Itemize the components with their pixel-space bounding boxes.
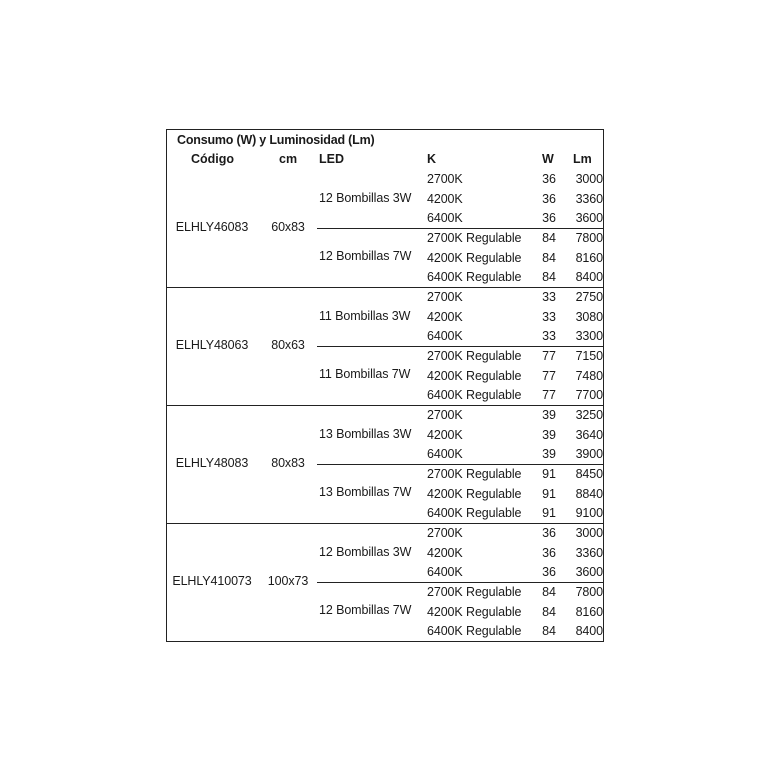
power-watts: 91 [542,467,556,481]
luminosity-lumens: 3900 [575,447,603,461]
table-row [167,268,603,288]
table-row [167,347,603,367]
color-temperature: 4200K [427,191,463,206]
luminosity-lumens: 3000 [575,172,603,186]
table-row [167,406,603,426]
led-config-3w: 11 Bombillas 3W [319,309,411,323]
product-size: 80x63 [271,338,305,352]
luminosity-lumens: 2750 [575,290,603,304]
table-row [167,504,603,524]
table-header-row [167,150,603,170]
power-watts: 77 [542,388,556,402]
luminosity-lumens: 3080 [575,309,603,324]
luminosity-lumens: 8160 [575,250,603,265]
product-group [167,523,603,641]
color-temperature: 4200K [427,545,463,560]
table-row [167,327,603,347]
table-row [167,229,603,249]
color-temperature: 4200K Regulable [427,604,522,619]
luminosity-lumens: 8840 [575,486,603,501]
luminosity-lumens: 3600 [575,565,603,579]
luminosity-lumens: 3000 [575,526,603,540]
table-row [167,386,603,406]
color-temperature: 2700K Regulable [427,349,522,363]
luminosity-lumens: 8400 [575,624,603,638]
led-config-7w: 12 Bombillas 7W [319,249,412,263]
luminosity-lumens: 3250 [575,408,603,422]
power-watts: 77 [542,349,556,363]
luminosity-lumens: 8400 [575,270,603,284]
power-watts: 84 [542,585,556,599]
header-cm: cm [279,152,298,166]
table-row [167,190,603,210]
luminosity-lumens: 3640 [575,427,603,442]
table-row [167,465,603,485]
table-row [167,209,603,229]
product-code: ELHLY410073 [172,574,252,588]
power-watts: 39 [542,447,556,461]
led-config-3w: 12 Bombillas 3W [319,191,412,205]
product-size: 100x73 [267,574,309,588]
power-watts: 33 [542,309,556,324]
color-temperature: 4200K [427,309,463,324]
table-row [167,170,603,190]
power-watts: 84 [542,270,556,284]
color-temperature: 2700K [427,526,463,540]
led-config-3w: 12 Bombillas 3W [319,545,412,559]
header-code: Código [191,152,235,166]
luminosity-lumens: 7480 [575,368,603,383]
power-watts: 33 [542,329,556,343]
color-temperature: 6400K [427,447,463,461]
product-group [167,170,603,287]
product-code: ELHLY48083 [175,456,249,470]
table-row [167,563,603,583]
table-row [167,445,603,465]
luminosity-lumens: 3600 [575,211,603,225]
color-temperature: 6400K Regulable [427,388,522,402]
luminosity-lumens: 8160 [575,604,603,619]
power-watts: 39 [542,408,556,422]
product-group [167,287,603,405]
power-watts: 36 [542,211,556,225]
product-code: ELHLY46083 [175,220,249,234]
power-watts: 84 [542,250,556,265]
color-temperature: 6400K [427,565,463,579]
power-watts: 36 [542,172,556,186]
luminosity-lumens: 7700 [575,388,603,402]
table-row [167,308,603,328]
power-watts: 33 [542,290,556,304]
luminosity-lumens: 7800 [575,231,603,245]
color-temperature: 4200K Regulable [427,486,522,501]
color-temperature: 4200K [427,427,463,442]
header-k: K [427,152,437,166]
power-watts: 84 [542,604,556,619]
product-size: 80x83 [271,456,305,470]
color-temperature: 2700K Regulable [427,585,522,599]
power-watts: 84 [542,231,556,245]
color-temperature: 6400K Regulable [427,624,522,638]
luminosity-lumens: 3360 [575,191,603,206]
color-temperature: 6400K [427,329,463,343]
color-temperature: 6400K [427,211,463,225]
color-temperature: 4200K Regulable [427,368,522,383]
power-watts: 84 [542,624,556,638]
color-temperature: 4200K Regulable [427,250,522,265]
header-led: LED [319,152,344,166]
luminosity-lumens: 7150 [575,349,603,363]
power-watts: 91 [542,486,556,501]
table-row [167,603,603,623]
led-config-7w: 11 Bombillas 7W [319,367,411,381]
table-caption: Consumo (W) y Luminosidad (Lm) [177,133,375,147]
table-row [167,485,603,505]
table-row [167,288,603,308]
table-row [167,544,603,564]
table-row [167,426,603,446]
color-temperature: 2700K Regulable [427,231,522,245]
color-temperature: 2700K [427,290,463,304]
power-watts: 36 [542,526,556,540]
power-watts: 36 [542,565,556,579]
luminosity-lumens: 7800 [575,585,603,599]
table-row [167,583,603,603]
color-temperature: 2700K Regulable [427,467,522,481]
header-lm: Lm [573,152,592,166]
table-row [167,249,603,269]
luminosity-lumens: 3300 [575,329,603,343]
power-watts: 39 [542,427,556,442]
table-row [167,367,603,387]
led-config-7w: 12 Bombillas 7W [319,603,412,617]
power-watts: 77 [542,368,556,383]
table-body [167,170,603,641]
header-w: W [542,152,554,166]
luminosity-lumens: 9100 [575,506,603,520]
led-config-3w: 13 Bombillas 3W [319,427,412,441]
power-watts: 36 [542,545,556,560]
color-temperature: 2700K [427,408,463,422]
table-row [167,622,603,642]
luminosity-lumens: 3360 [575,545,603,560]
led-config-7w: 13 Bombillas 7W [319,485,412,499]
power-watts: 36 [542,191,556,206]
table-row [167,524,603,544]
color-temperature: 6400K Regulable [427,270,522,284]
luminosity-lumens: 8450 [575,467,603,481]
product-size: 60x83 [271,220,305,234]
product-code: ELHLY48063 [175,338,249,352]
spec-table [166,129,604,642]
product-group [167,405,603,523]
power-watts: 91 [542,506,556,520]
color-temperature: 6400K Regulable [427,506,522,520]
color-temperature: 2700K [427,172,463,186]
